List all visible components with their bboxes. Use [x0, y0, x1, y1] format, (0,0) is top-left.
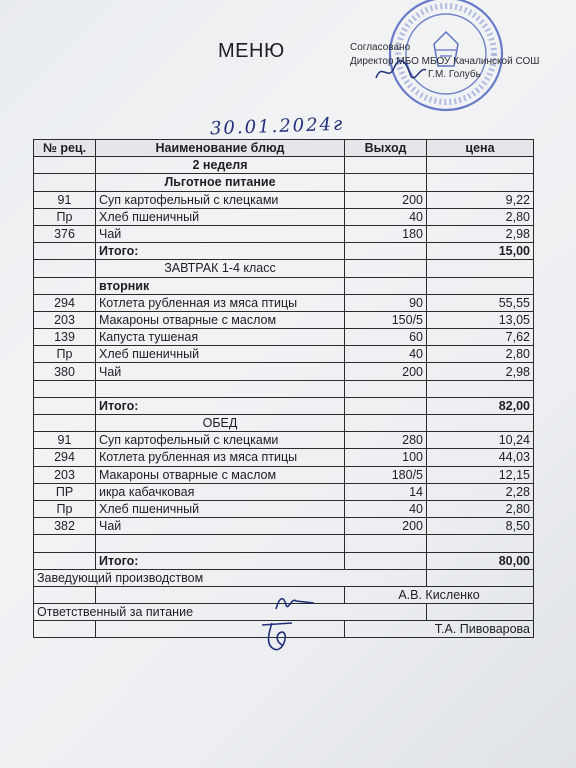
table-row — [34, 449, 534, 466]
approval-director: Директор МБО МБОУ Качалинской СОШ — [350, 56, 540, 67]
menu-table — [33, 139, 534, 638]
rec-cell: Пр — [34, 500, 96, 517]
price-cell: 8,50 — [427, 518, 534, 535]
page-title: МЕНЮ — [218, 40, 285, 62]
out-cell: 150/5 — [345, 311, 427, 328]
sign2-label: Ответственный за питание — [34, 604, 427, 621]
rec-cell: 203 — [34, 311, 96, 328]
out-cell: 14 — [345, 483, 427, 500]
rec-cell: 203 — [34, 466, 96, 483]
table-row — [34, 500, 534, 517]
table-row — [34, 518, 534, 535]
rec-cell: 380 — [34, 363, 96, 380]
sign1-label: Заведующий производством — [34, 569, 427, 586]
rec-cell: 91 — [34, 191, 96, 208]
price-cell: 2,28 — [427, 483, 534, 500]
empty-row — [34, 380, 534, 397]
out-cell: 200 — [345, 363, 427, 380]
responsible-signature-icon — [258, 615, 300, 655]
price-cell: 9,22 — [427, 191, 534, 208]
table-row — [34, 225, 534, 242]
out-cell: 100 — [345, 449, 427, 466]
manager-signature-icon — [270, 591, 320, 615]
dish-cell: Котлета рубленная из мяса птицы — [96, 449, 345, 466]
day-label: вторник — [96, 277, 345, 294]
breakfast-title: ЗАВТРАК 1-4 класс — [96, 260, 345, 277]
table-row — [34, 311, 534, 328]
lunch-title: ОБЕД — [96, 415, 345, 432]
table-row — [34, 294, 534, 311]
dish-cell: Чай — [96, 363, 345, 380]
out-cell: 180/5 — [345, 466, 427, 483]
price-cell: 13,05 — [427, 311, 534, 328]
director-signature-icon — [372, 58, 428, 84]
rec-cell: 382 — [34, 518, 96, 535]
col-header-rec: № рец. — [34, 140, 96, 157]
out-cell: 180 — [345, 225, 427, 242]
out-cell: 40 — [345, 346, 427, 363]
total-label: Итого: — [96, 397, 345, 414]
menu-date: 30.01.2024г — [209, 113, 345, 140]
dish-cell: Макароны отварные с маслом — [96, 311, 345, 328]
rec-cell: 294 — [34, 294, 96, 311]
rec-cell: 91 — [34, 432, 96, 449]
price-cell: 7,62 — [427, 329, 534, 346]
empty-row — [34, 535, 534, 552]
price-cell: 2,98 — [427, 225, 534, 242]
section-row — [34, 260, 534, 277]
table-row — [34, 432, 534, 449]
table-row — [34, 346, 534, 363]
out-cell: 60 — [345, 329, 427, 346]
dish-cell: Макароны отварные с маслом — [96, 466, 345, 483]
total-row — [34, 397, 534, 414]
dish-cell: Суп картофельный с клецками — [96, 191, 345, 208]
price-cell: 2,80 — [427, 500, 534, 517]
dish-cell: Котлета рубленная из мяса птицы — [96, 294, 345, 311]
total-row — [34, 243, 534, 260]
dish-cell: Капуста тушеная — [96, 329, 345, 346]
rec-cell: 294 — [34, 449, 96, 466]
dish-cell: Хлеб пшеничный — [96, 500, 345, 517]
sign1-name: А.В. Кисленко — [345, 586, 534, 603]
total-row — [34, 552, 534, 569]
price-cell: 2,80 — [427, 208, 534, 225]
out-cell: 90 — [345, 294, 427, 311]
out-cell: 280 — [345, 432, 427, 449]
rec-cell: 139 — [34, 329, 96, 346]
table-row — [34, 208, 534, 225]
out-cell: 200 — [345, 518, 427, 535]
col-header-price: цена — [427, 140, 534, 157]
rec-cell: Пр — [34, 346, 96, 363]
breakfast-total: 82,00 — [427, 397, 534, 414]
out-cell: 40 — [345, 208, 427, 225]
out-cell: 200 — [345, 191, 427, 208]
rec-cell: Пр — [34, 208, 96, 225]
table-row — [34, 483, 534, 500]
approval-name: Г.М. Голубь — [428, 69, 481, 80]
table-row — [34, 466, 534, 483]
dish-cell: Хлеб пшеничный — [96, 208, 345, 225]
rec-cell: ПР — [34, 483, 96, 500]
total-label: Итого: — [96, 552, 345, 569]
out-cell: 40 — [345, 500, 427, 517]
price-cell: 10,24 — [427, 432, 534, 449]
table-row — [34, 191, 534, 208]
day-row — [34, 277, 534, 294]
dish-cell: Хлеб пшеничный — [96, 346, 345, 363]
table-row — [34, 363, 534, 380]
dish-cell: Чай — [96, 518, 345, 535]
table-header-row — [34, 140, 534, 157]
sign2-name: Т.А. Пивоварова — [345, 621, 534, 638]
section-row — [34, 415, 534, 432]
rec-cell: 376 — [34, 225, 96, 242]
signature-row — [34, 569, 534, 586]
week-label: 2 неделя — [96, 157, 345, 174]
table-row — [34, 329, 534, 346]
price-cell: 2,98 — [427, 363, 534, 380]
week-row — [34, 157, 534, 174]
total-label: Итого: — [96, 243, 345, 260]
price-cell: 44,03 — [427, 449, 534, 466]
price-cell: 2,80 — [427, 346, 534, 363]
section-row — [34, 174, 534, 191]
lunch-total: 80,00 — [427, 552, 534, 569]
col-header-name: Наименование блюд — [96, 140, 345, 157]
price-cell: 12,15 — [427, 466, 534, 483]
dish-cell: Чай — [96, 225, 345, 242]
price-cell: 55,55 — [427, 294, 534, 311]
section-lgot-label: Льготное питание — [96, 174, 345, 191]
dish-cell: Суп картофельный с клецками — [96, 432, 345, 449]
approval-heading: Согласовано — [350, 42, 411, 53]
dish-cell: икра кабачковая — [96, 483, 345, 500]
lgot-total: 15,00 — [427, 243, 534, 260]
col-header-out: Выход — [345, 140, 427, 157]
